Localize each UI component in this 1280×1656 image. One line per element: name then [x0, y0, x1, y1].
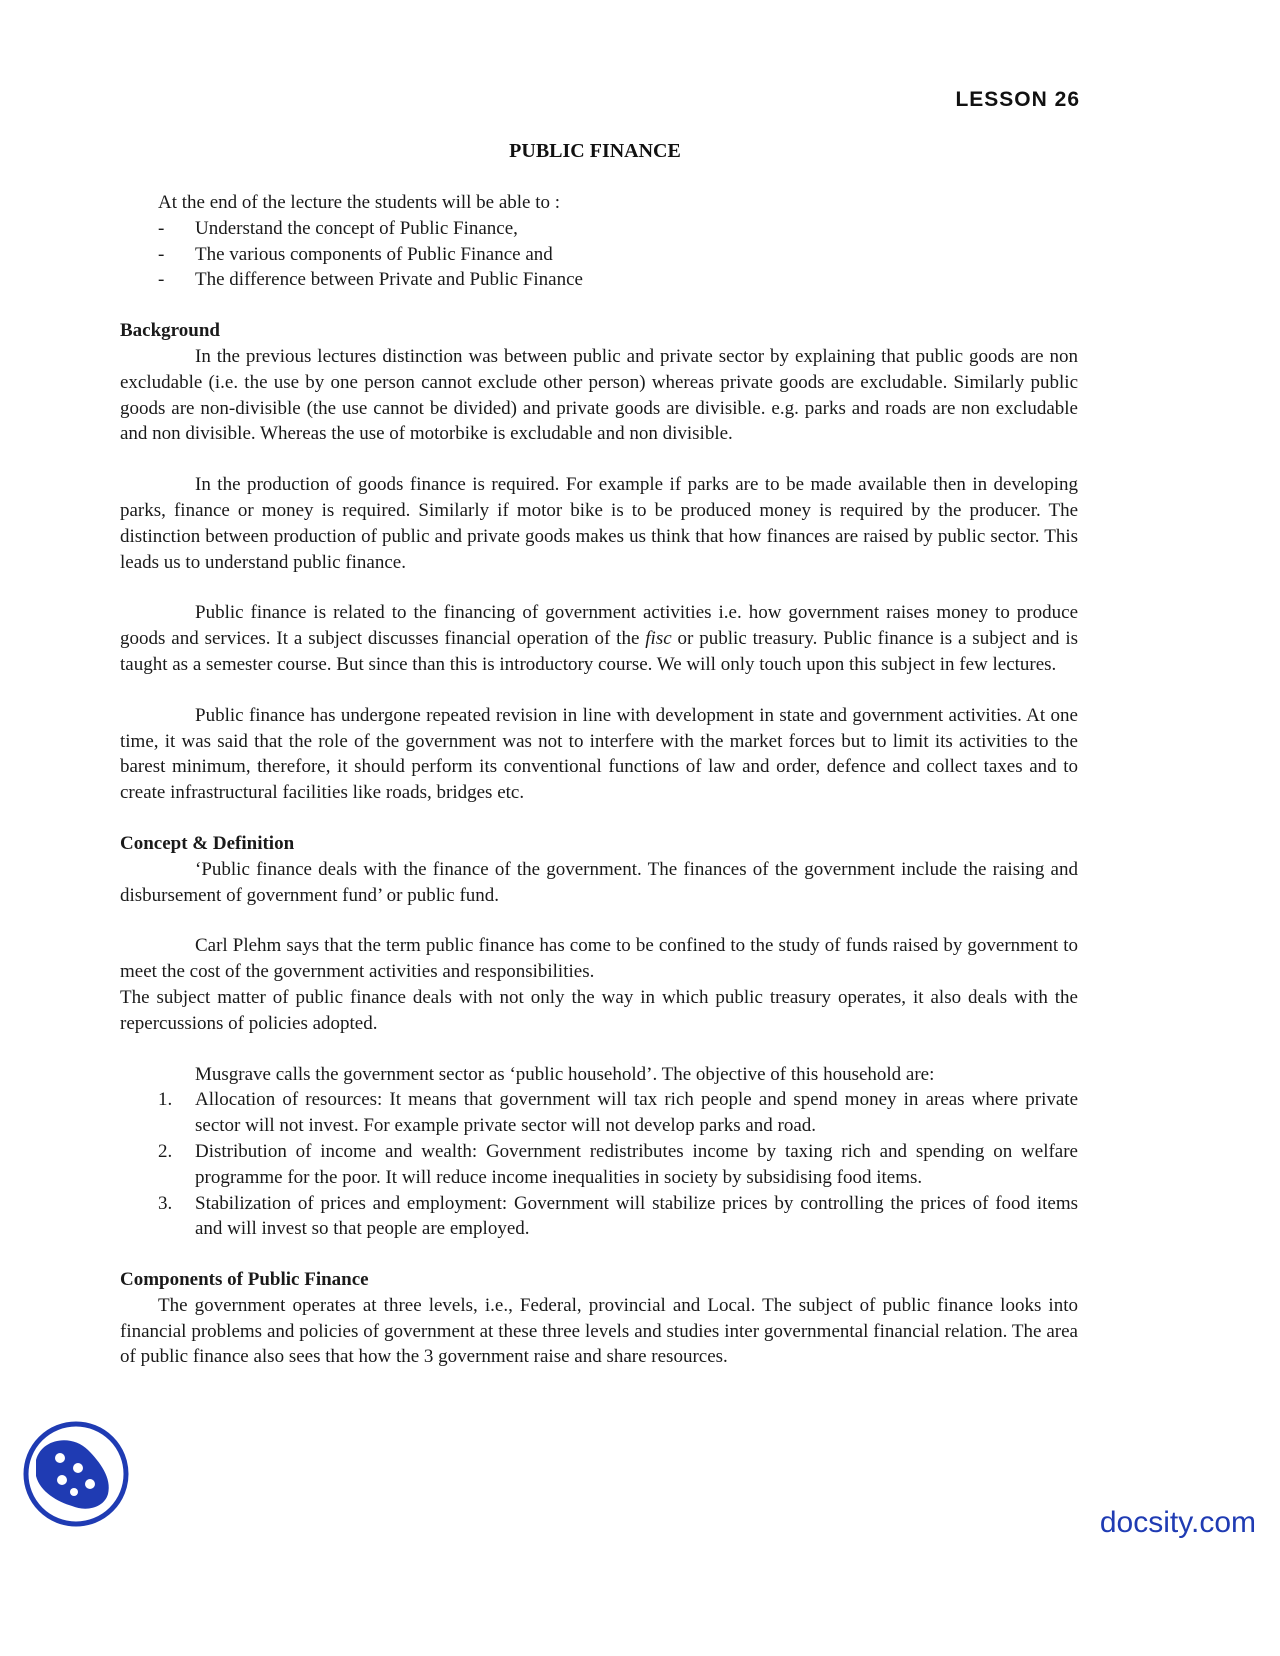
docsity-watermark[interactable]: docsity.com [1099, 1506, 1256, 1539]
objectives-numbered-list [120, 1087, 1078, 1242]
section-heading-components: Components of Public Finance [120, 1269, 369, 1291]
paragraph: Public finance has undergone repeated revision in line with development in state and government activities. At one time, it was said that the role of the government was not to interfere with the market forces but to limit its activities to the barest minimum, therefore, it should perform its conventional functions of law and order, defence and collect taxes and to create infrastructural facilities like roads, bridges etc. [120, 704, 1078, 804]
paragraph-part: or public treasury. Public finance is a subject and is taught as a semester course. But since than this is introductory course. We will only touch upon this subject in few lectures. [120, 628, 1078, 675]
paragraph: Musgrave calls the government sector as ‘public household’. The objective of this household are: [195, 1063, 935, 1085]
lesson-number: LESSON 26 [955, 88, 1080, 111]
objective-item: - Understand the concept of Public Finance, [120, 216, 1078, 242]
section-heading-background: Background [120, 320, 220, 342]
paragraph: The subject matter of public finance deals with not only the way in which public treasury operates, it also deals with the repercussions of policies adopted. [120, 986, 1078, 1034]
paragraph: In the production of goods finance is required. For example if parks are to be made available then in developing parks, finance or money is required. Similarly if motor bike is to be produced money is required by the producer. The distinction between production of public and private goods makes us think that how finances are raised by public sector. This leads us to understand public finance. [120, 474, 1078, 573]
list-item: 2. Distribution of income and wealth: Government redistributes income by taxing rich and spending on welfare programme for the poor. It will reduce income inequalities in society by subsidising food items. [158, 1140, 1078, 1188]
paragraph: In the previous lectures distinction was between public and private sector by explaining that public goods are non excludable (i.e. the use by one person cannot exclude other person) whereas private goods are excludable. Similarly public goods are non-divisible (the use cannot be divided) and private goods are divisible. e.g. parks and roads are non excludable and non divisible. Whereas the use of motorbike is excludable and non divisible. [120, 345, 1078, 445]
paragraph-part: Public finance is related to the financing of government activities i.e. how government raises money to produce goods and services. It a subject discusses financial operation of the [120, 602, 1078, 650]
objectives-list [120, 216, 1078, 293]
list-item: 1. Allocation of resources: It means that government will tax rich people and spend money in areas where private sector will not invest. For example private sector will not develop parks and road. [158, 1089, 1078, 1137]
paragraph: Carl Plehm says that the term public finance has come to be confined to the study of funds raised by government to meet the cost of the government activities and responsibilities. [120, 935, 1078, 983]
intro-text: At the end of the lecture the students will be able to : [158, 192, 561, 213]
paragraph [120, 600, 1078, 677]
fisc-term: fisc [645, 628, 672, 650]
paragraph: ‘Public finance deals with the finance of the government. The finances of the government include the raising and disbursement of government fund’ or public fund. [120, 858, 1078, 906]
docsity-logo-icon[interactable] [22, 1420, 130, 1528]
page-title: PUBLIC FINANCE [509, 140, 681, 162]
list-item: 3. Stabilization of prices and employment: Government will stabilize prices by controlling the prices of food items and will invest so that people are employed. [158, 1192, 1078, 1240]
objective-item: - The difference between Private and Public Finance [120, 267, 1078, 293]
document-body [120, 190, 1078, 1370]
paragraph: The government operates at three levels, i.e., Federal, provincial and Local. The subject of public finance looks into financial problems and policies of government at these three levels and studies inter governmental financial relation. The area of public finance also sees that how the 3 government raise and share resources. [120, 1294, 1078, 1368]
objective-item: - The various components of Public Finance and [120, 242, 1078, 268]
section-heading-concept: Concept & Definition [120, 832, 295, 854]
